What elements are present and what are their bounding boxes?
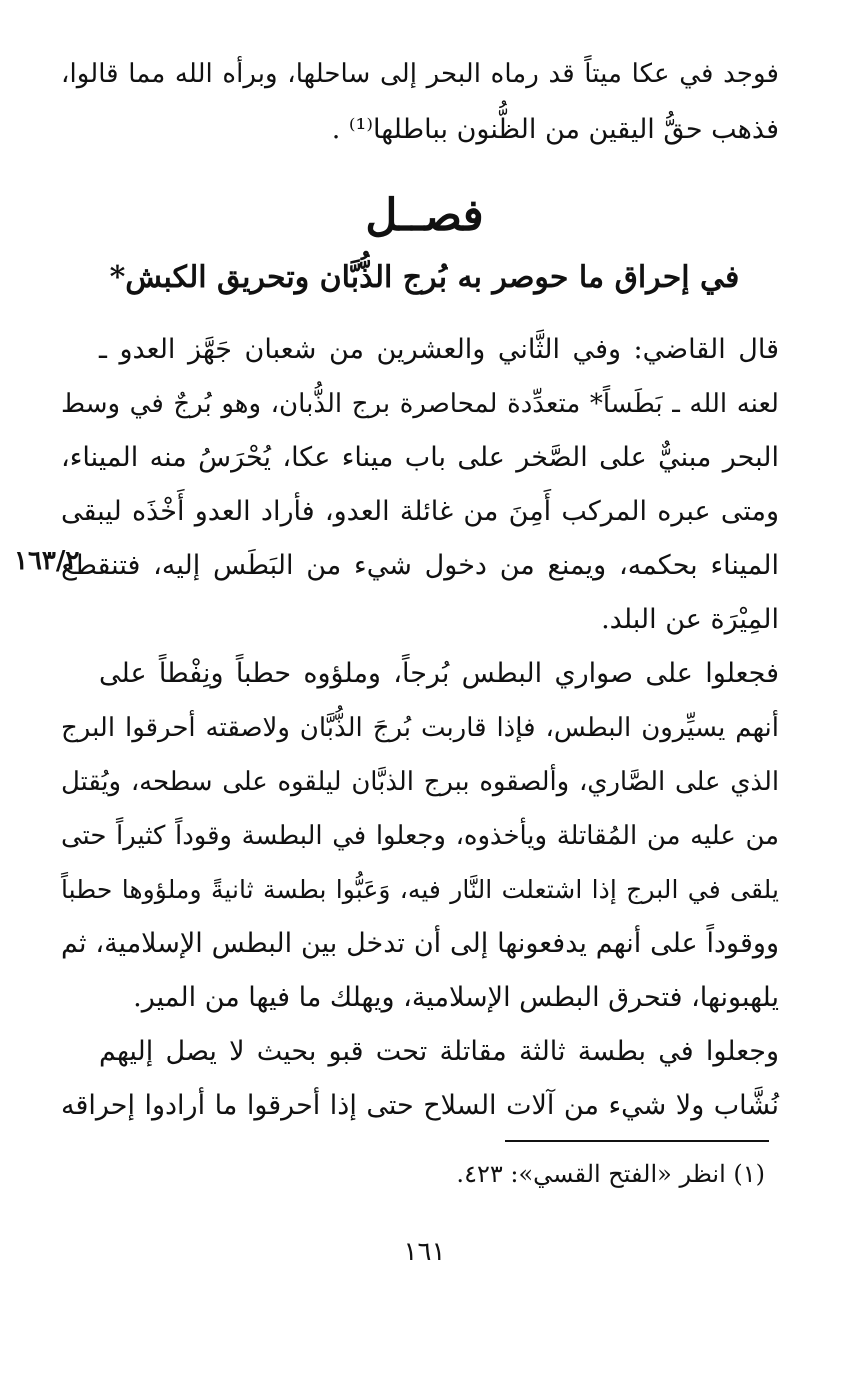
- paragraph1-line-3: البحر مبنيٌّ على الصَّخر على باب ميناء عكا، يُحْرَسُ منه الميناء،: [61, 442, 779, 473]
- page-number: ١٦١: [403, 1237, 446, 1267]
- paragraph2-line-6: ووقوداً على أنهم يدفعونها إلى أن تدخل بين البطس الإسلامية، ثم: [61, 928, 779, 959]
- paragraph1-line-1: قال القاضي: وفي الثَّاني والعشرين من شعبان جَهَّز العدو ـ: [99, 334, 779, 365]
- section-subtitle: في إحراق ما حوصر به بُرج الذُّبَّان وتحريق الكبش*: [109, 260, 740, 295]
- footnote-divider: [505, 1140, 769, 1142]
- paragraph2-line-3: الذي على الصَّاري، وألصقوه ببرج الذبَّان ليلقوه على سطحه، ويُقتل: [61, 767, 779, 797]
- paragraph2-line-5: يلقى في البرج إذا اشتعلت النَّار فيه، وَعَبُّوا بطسة ثانيةً وملؤوها حطباً: [61, 875, 779, 904]
- paragraph3-line-1: وجعلوا في بطسة ثالثة مقاتلة تحت قبو بحيث لا يصل إليهم: [99, 1036, 779, 1067]
- section-heading: فصــل: [365, 190, 484, 241]
- paragraph2-line-7: يلهبونها، فتحرق البطس الإسلامية، ويهلك ما فيها من المير.: [133, 982, 779, 1013]
- paragraph2-line-1: فجعلوا على صواري البطس بُرجاً، وملؤوه حطباً ونِفْطاً على: [99, 658, 779, 689]
- paragraph1-line-2: لعنه الله ـ بَطَساً* متعدِّدة لمحاصرة برج الذُّبان، وهو بُرجٌ في وسط: [61, 389, 779, 419]
- paragraph2-line-2: أنهم يسيِّرون البطس، فإذا قاربت بُرجَ الذُّبَّان ولاصقته أحرقوا البرج: [61, 713, 779, 743]
- intro-line-2: فذهب حقُّ اليقين من الظُّنون بباطلها⁽¹⁾ .: [331, 114, 779, 145]
- paragraph1-line-6: المِيْرَة عن البلد.: [601, 604, 779, 635]
- paragraph1-line-4: ومتى عبره المركب أَمِنَ من غائلة العدو، فأراد العدو أَخْذَه ليبقى: [61, 496, 779, 527]
- paragraph2-line-4: من عليه من المُقاتلة ويأخذوه، وجعلوا في البطسة وقوداً كثيراً حتى: [61, 821, 779, 851]
- paragraph3-line-2: نُشَّاب ولا شيء من آلات السلاح حتى إذا أحرقوا ما أرادوا إحراقه: [61, 1090, 779, 1121]
- margin-reference: ١٦٣/٢: [14, 546, 80, 576]
- paragraph1-line-5: الميناء بحكمه، ويمنع من دخول شيء من البَطَس إليه، فتنقطع: [61, 550, 779, 581]
- intro-line-1: فوجد في عكا ميتاً قد رماه البحر إلى ساحلها، وبرأه الله مما قالوا،: [61, 59, 779, 89]
- footnote: (١) انظر «الفتح القسي»: ٤٢٣.: [456, 1160, 765, 1188]
